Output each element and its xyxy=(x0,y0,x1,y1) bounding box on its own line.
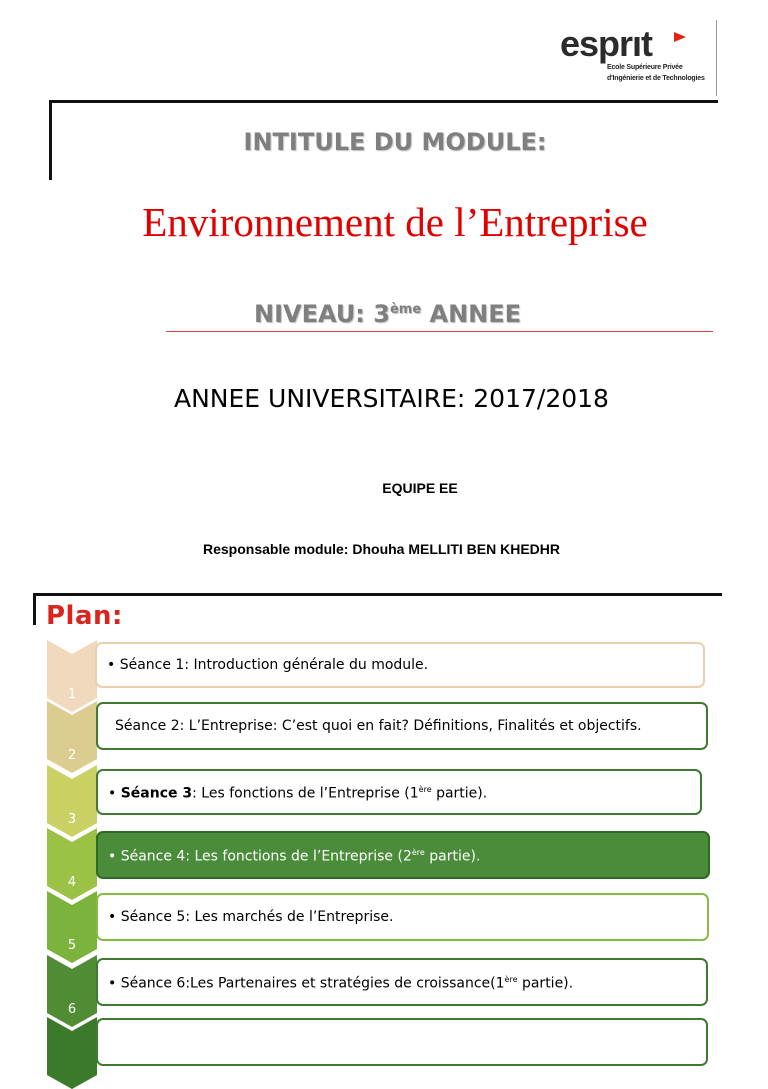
module-label: INTITULE DU MODULE: xyxy=(243,128,547,156)
niveau-prefix: NIVEAU: 3 xyxy=(254,300,390,328)
plan-item-2 xyxy=(96,702,708,750)
plan-item-3-bold: Séance 3 xyxy=(120,785,193,802)
plan-item-4 xyxy=(96,831,710,879)
plan-chevron-7 xyxy=(47,1017,97,1089)
esprit-logo xyxy=(560,24,720,94)
team-label: EQUIPE EE xyxy=(382,480,458,496)
logo-wordmark: esprıt xyxy=(560,23,653,64)
plan-item-2-text: Séance 2: L’Entreprise: C’est quoi en fait? Définitions, Finalités et objectifs. xyxy=(115,717,642,734)
flag-icon xyxy=(674,32,686,42)
plan-item-3-text: • Séance 3: Les fonctions de l’Entreprise (1ère partie). xyxy=(108,785,488,802)
module-responsible: Responsable module: Dhouha MELLITI BEN KHEDHR xyxy=(203,541,561,557)
module-title: Environnement de l’Entreprise xyxy=(142,199,648,245)
plan-chevron-4 xyxy=(47,828,97,900)
plan-item-3-post: partie). xyxy=(431,785,488,802)
plan-item-5-text: • Séance 5: Les marchés de l’Entreprise. xyxy=(108,908,394,925)
logo-divider xyxy=(716,20,717,96)
plan-item-3-sup: ère xyxy=(418,785,432,795)
plan-item-4-pre: • Séance 4: Les fonctions de l’Entreprise (2 xyxy=(108,848,412,865)
plan-item-3 xyxy=(96,769,702,815)
plan-item-6-pre: • Séance 6:Les Partenaires et stratégies de croissance(1 xyxy=(108,975,505,992)
plan-item-6 xyxy=(96,958,708,1006)
logo-tagline-1: Ecole Supérieure Privée xyxy=(607,64,683,71)
academic-year: ANNEE UNIVERSITAIRE: 2017/2018 xyxy=(174,384,609,413)
niveau-suffix: ANNEE xyxy=(421,300,522,328)
plan-item-6-sup: ère xyxy=(504,975,518,985)
plan-item-5 xyxy=(96,893,709,941)
chevron-down-icon xyxy=(47,1017,97,1089)
plan-chevron-number: 5 xyxy=(67,938,77,953)
plan-title: Plan: xyxy=(46,601,123,631)
plan-item-4-sup: ère xyxy=(411,848,425,858)
plan-chevron-number: 1 xyxy=(67,687,77,702)
plan-frame-left xyxy=(33,593,36,625)
niveau-label xyxy=(254,300,521,328)
plan-chevron-number: 3 xyxy=(67,812,77,827)
plan-chevron-5 xyxy=(47,891,97,963)
niveau-sup: ème xyxy=(389,302,422,317)
plan-chevron-number: 6 xyxy=(67,1002,77,1017)
plan-item-6-post: partie). xyxy=(517,975,574,992)
plan-item-4-post: partie). xyxy=(424,848,481,865)
plan-item-1 xyxy=(95,642,705,688)
logo-tagline-2: d'Ingénierie et de Technologies xyxy=(607,75,705,82)
plan-chevron-3 xyxy=(47,765,97,837)
plan-item-6-text xyxy=(108,971,573,993)
title-frame-top xyxy=(50,100,718,103)
niveau-underline xyxy=(166,331,713,332)
plan-chevron-number: 4 xyxy=(67,875,77,890)
plan-frame-top xyxy=(34,593,722,596)
plan-chevron-2 xyxy=(47,701,97,773)
plan-chevron-number: 2 xyxy=(67,748,77,763)
plan-item-4-text xyxy=(108,844,480,866)
plan-item-3-pre: : Les fonctions de l’Entreprise (1 xyxy=(192,785,419,802)
plan-item-7 xyxy=(96,1018,708,1066)
plan-item-1-text: • Séance 1: Introduction générale du module. xyxy=(107,656,429,673)
